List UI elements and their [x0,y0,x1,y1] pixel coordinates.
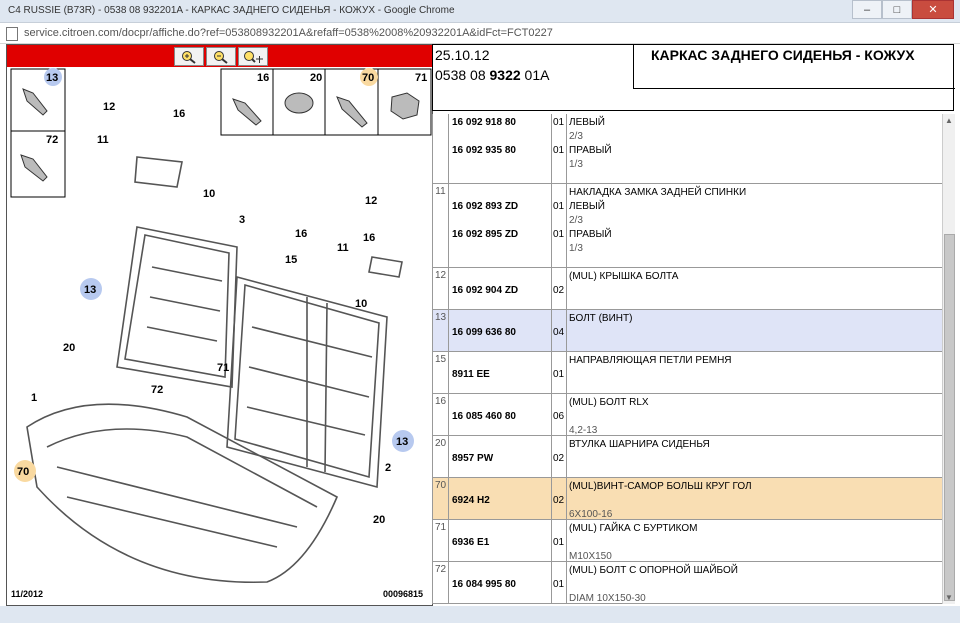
part-description: (MUL) ГАЙКА С БУРТИКОМ [569,523,698,534]
part-description: ВТУЛКА ШАРНИРА СИДЕНЬЯ [569,439,710,450]
diagram-label-20: 20 [63,342,76,354]
qty-column [551,184,567,267]
address-bar[interactable] [0,23,960,44]
diagram-label-11: 11 [97,134,109,146]
part-description: ПРАВЫЙ [569,229,612,240]
part-quantity: 01 [553,579,565,590]
qty-column [551,436,567,477]
parts-table [432,114,944,604]
table-row[interactable] [433,562,943,604]
part-reference[interactable]: 16 084 995 80 [452,579,516,590]
part-reference[interactable]: 16 092 904 ZD [452,285,519,296]
zoom-out-button[interactable] [206,47,236,66]
part-quantity: 01 [553,201,565,212]
close-button[interactable]: ✕ [912,0,954,19]
diagram-pane [6,44,433,606]
zoom-move-icon [242,50,264,64]
desc-column [567,394,943,435]
part-quantity: 01 [553,537,565,548]
table-row[interactable] [433,478,943,520]
diagram-label-3: 3 [239,214,246,226]
row-number: 12 [433,268,449,309]
part-description: (MUL) КРЫШКА БОЛТА [569,271,679,282]
url-text[interactable]: service.citroen.com/docpr/affiche.do?ref=053808932201A&refaff=0538%2008%20932201A&idFct=FCT0227 [24,27,553,39]
ref-column [449,310,552,351]
part-reference[interactable]: 6936 E1 [452,537,490,548]
part-quantity: 06 [553,411,565,422]
table-row[interactable] [433,436,943,478]
diagram-label-20b: 20 [373,514,386,526]
header-title: КАРКАС ЗАДНЕГО СИДЕНЬЯ - КОЖУХ [651,47,915,63]
minimize-button[interactable]: – [852,0,882,19]
diagram-label-16c: 16 [363,232,376,244]
row-number: 13 [433,310,449,351]
ref-column [449,184,552,267]
part-description: НАКЛАДКА ЗАМКА ЗАДНЕЙ СПИНКИ [569,187,747,198]
part-description: (MUL) БОЛТ RLX [569,397,649,408]
part-reference[interactable]: 16 092 918 80 [452,117,516,128]
table-row[interactable] [433,394,943,436]
table-row[interactable] [433,114,943,184]
qty-column [551,310,567,351]
parts-diagram [7,67,432,605]
diagram-label-15: 15 [285,254,298,266]
window-title: C4 RUSSIE (B73R) - 0538 08 932201A - КАРКАС ЗАДНЕГО СИДЕНЬЯ - КОЖУХ - Google Chrome [8,5,455,16]
diagram-label-70: 70 [17,466,30,478]
part-description: БОЛТ (ВИНТ) [569,313,633,324]
desc-column [567,184,943,267]
desc-column [567,268,943,309]
table-row[interactable] [433,520,943,562]
part-reference[interactable]: 8957 PW [452,453,494,464]
part-quantity: 01 [553,145,565,156]
parts-header [432,44,954,111]
table-row[interactable] [433,184,943,268]
part-description: ПРАВЫЙ [569,145,612,156]
desc-column [567,478,943,519]
qty-column [551,352,567,393]
desc-column [567,562,943,603]
part-quantity: 01 [553,369,565,380]
table-row[interactable] [433,310,943,352]
part-description: (MUL)ВИНТ-САМОР БОЛЬШ КРУГ ГОЛ [569,481,752,492]
diagram-label-13: 13 [84,284,97,296]
zoom-out-icon [212,50,230,64]
part-quantity: 02 [553,453,565,464]
part-subnote: 1/3 [569,159,583,170]
diagram-label-71-box: 71 [415,72,428,84]
page-icon [6,27,18,41]
diagram-label-12b: 12 [365,195,378,207]
scroll-up-icon[interactable]: ▲ [945,116,953,125]
qty-column [551,114,567,183]
part-description: ЛЕВЫЙ [569,117,605,128]
diagram-label-1: 1 [31,392,38,404]
qty-column [551,478,567,519]
row-number: 20 [433,436,449,477]
row-number: 72 [433,562,449,603]
parts-box-right [221,68,431,135]
row-number: 71 [433,520,449,561]
rear-seat-frame-drawing [27,157,402,582]
diagram-label-16b: 16 [295,228,308,240]
zoom-in-icon [180,50,198,64]
qty-column [551,520,567,561]
parts-box-left [11,68,65,197]
zoom-in-button[interactable] [174,47,204,66]
window-controls [852,0,954,18]
part-reference[interactable]: 16 092 893 ZD [452,201,519,212]
row-number [433,114,449,183]
ref-column [449,436,552,477]
part-description: ЛЕВЫЙ [569,201,605,212]
vertical-scrollbar[interactable] [942,114,955,604]
diagram-label-10b: 10 [355,298,368,310]
ref-column [449,268,552,309]
diagram-callouts [14,101,414,526]
row-number: 70 [433,478,449,519]
diagram-label-72-box: 72 [46,134,59,146]
header-code: 0538 08 9322 01A [435,67,550,83]
row-number: 15 [433,352,449,393]
desc-column [567,436,943,477]
diagram-label-10: 10 [203,188,216,200]
part-subnote: M10X150 [569,551,612,562]
part-quantity: 01 [553,229,565,240]
desc-column [567,352,943,393]
ref-column [449,478,552,519]
part-description: (MUL) БОЛТ С ОПОРНОЙ ШАЙБОЙ [569,565,738,576]
diagram-label-11b: 11 [337,242,349,254]
table-row[interactable] [433,268,943,310]
part-subnote: 2/3 [569,215,583,226]
part-description: НАПРАВЛЯЮЩАЯ ПЕТЛИ РЕМНЯ [569,355,732,366]
part-quantity: 04 [553,327,565,338]
part-reference[interactable]: 6924 H2 [452,495,490,506]
diagram-label-71: 71 [217,362,230,374]
diagram-toolbar [7,45,432,67]
part-reference[interactable]: 16 085 460 80 [452,411,516,422]
ref-column [449,562,552,603]
part-reference[interactable]: 16 092 935 80 [452,145,516,156]
ref-column [449,520,552,561]
desc-column [567,114,943,183]
diagram-label-2: 2 [385,462,392,474]
part-subnote: 4,2-13 [569,425,598,436]
diagram-figure-number: 00096815 [383,589,424,599]
diagram-label-72: 72 [151,384,164,396]
diagram-label-70-box: 70 [362,72,375,84]
part-reference[interactable]: 16 092 895 ZD [452,229,519,240]
zoom-fit-button[interactable] [238,47,268,66]
ref-column [449,394,552,435]
maximize-button[interactable]: □ [882,0,912,19]
row-number: 16 [433,394,449,435]
ref-column [449,352,552,393]
part-quantity: 02 [553,495,565,506]
diagram-label-16-box: 16 [257,72,270,84]
diagram-date-note: 11/2012 [11,589,44,599]
window-bottom-border [0,606,960,623]
part-subnote: 1/3 [569,243,583,254]
header-date: 25.10.12 [435,47,490,63]
desc-column [567,310,943,351]
scroll-thumb[interactable] [944,234,955,601]
table-row[interactable] [433,352,943,394]
part-subnote: DIAM 10X150-30 [569,593,646,604]
diagram-label-13b: 13 [396,436,409,448]
row-number: 11 [433,184,449,267]
part-subnote: 2/3 [569,131,583,142]
scroll-down-icon[interactable]: ▼ [945,593,953,602]
window-titlebar [0,0,960,23]
part-reference[interactable]: 16 099 636 80 [452,327,516,338]
diagram-label-12: 12 [103,101,116,113]
diagram-label-13-box: 13 [46,72,59,84]
qty-column [551,394,567,435]
ref-column [449,114,552,183]
part-quantity: 01 [553,117,565,128]
diagram-label-20-box: 20 [310,72,323,84]
qty-column [551,268,567,309]
parts-list-pane [432,44,954,604]
diagram-label-16: 16 [173,108,186,120]
desc-column [567,520,943,561]
qty-column [551,562,567,603]
part-quantity: 02 [553,285,565,296]
part-subnote: 6X100-16 [569,509,613,520]
part-reference[interactable]: 8911 EE [452,369,490,380]
